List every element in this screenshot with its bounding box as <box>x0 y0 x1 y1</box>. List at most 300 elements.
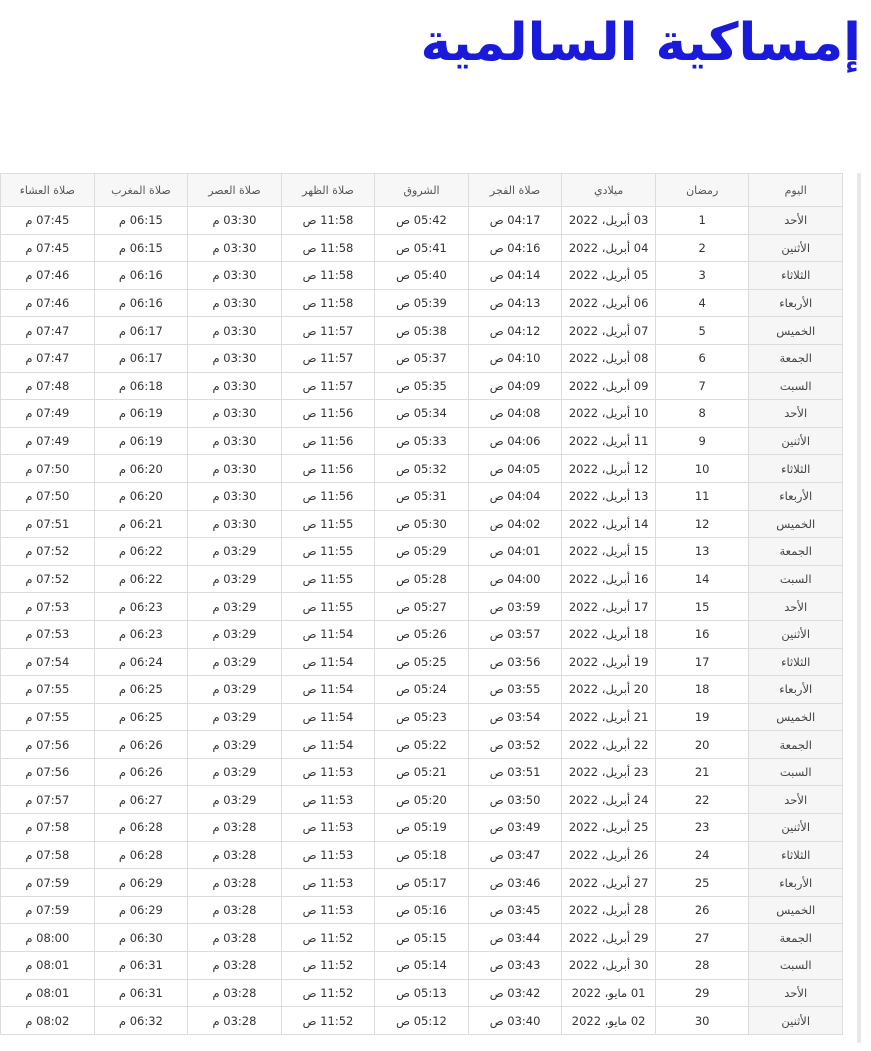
cell-ramadan-day: 1 <box>655 207 749 235</box>
cell-asr: 03:30 م <box>188 510 282 538</box>
table-row <box>1 869 843 897</box>
table-row <box>1 896 843 924</box>
cell-asr: 03:30 م <box>188 455 282 483</box>
cell-maghrib: 06:32 م <box>94 1007 188 1035</box>
cell-isha: 07:52 م <box>1 565 95 593</box>
cell-dhuhr: 11:53 ص <box>281 786 375 814</box>
cell-asr: 03:28 م <box>188 979 282 1007</box>
cell-asr: 03:30 م <box>188 234 282 262</box>
cell-asr: 03:29 م <box>188 676 282 704</box>
cell-gregorian-date: 30 أبريل، 2022 <box>562 952 656 980</box>
cell-maghrib: 06:17 م <box>94 317 188 345</box>
cell-ramadan-day: 25 <box>655 869 749 897</box>
cell-ramadan-day: 7 <box>655 372 749 400</box>
cell-dhuhr: 11:53 ص <box>281 896 375 924</box>
cell-maghrib: 06:18 م <box>94 372 188 400</box>
table-row <box>1 648 843 676</box>
cell-isha: 07:53 م <box>1 620 95 648</box>
cell-ramadan-day: 14 <box>655 565 749 593</box>
cell-dhuhr: 11:56 ص <box>281 400 375 428</box>
cell-sunrise: 05:41 ص <box>375 234 469 262</box>
cell-gregorian-date: 29 أبريل، 2022 <box>562 924 656 952</box>
cell-dhuhr: 11:53 ص <box>281 841 375 869</box>
cell-ramadan-day: 9 <box>655 427 749 455</box>
cell-day: الأربعاء <box>749 676 843 704</box>
cell-dhuhr: 11:56 ص <box>281 427 375 455</box>
cell-ramadan-day: 8 <box>655 400 749 428</box>
cell-gregorian-date: 27 أبريل، 2022 <box>562 869 656 897</box>
cell-fajr: 03:45 ص <box>468 896 562 924</box>
cell-maghrib: 06:21 م <box>94 510 188 538</box>
prayer-times-table <box>0 173 843 1035</box>
cell-dhuhr: 11:58 ص <box>281 234 375 262</box>
cell-fajr: 04:16 ص <box>468 234 562 262</box>
cell-isha: 07:45 م <box>1 207 95 235</box>
table-row <box>1 565 843 593</box>
table-row <box>1 924 843 952</box>
cell-isha: 07:59 م <box>1 869 95 897</box>
cell-gregorian-date: 02 مايو، 2022 <box>562 1007 656 1035</box>
cell-gregorian-date: 10 أبريل، 2022 <box>562 400 656 428</box>
cell-dhuhr: 11:55 ص <box>281 593 375 621</box>
cell-maghrib: 06:22 م <box>94 538 188 566</box>
cell-ramadan-day: 5 <box>655 317 749 345</box>
cell-dhuhr: 11:58 ص <box>281 207 375 235</box>
cell-fajr: 03:47 ص <box>468 841 562 869</box>
table-row <box>1 952 843 980</box>
cell-fajr: 04:04 ص <box>468 482 562 510</box>
cell-ramadan-day: 17 <box>655 648 749 676</box>
cell-gregorian-date: 13 أبريل، 2022 <box>562 482 656 510</box>
cell-gregorian-date: 26 أبريل، 2022 <box>562 841 656 869</box>
cell-fajr: 04:09 ص <box>468 372 562 400</box>
cell-sunrise: 05:29 ص <box>375 538 469 566</box>
cell-day: الجمعة <box>749 344 843 372</box>
table-body <box>1 207 843 1035</box>
cell-gregorian-date: 05 أبريل، 2022 <box>562 262 656 290</box>
cell-fajr: 03:52 ص <box>468 731 562 759</box>
cell-isha: 08:00 م <box>1 924 95 952</box>
cell-maghrib: 06:31 م <box>94 979 188 1007</box>
cell-maghrib: 06:17 م <box>94 344 188 372</box>
cell-gregorian-date: 21 أبريل، 2022 <box>562 703 656 731</box>
cell-fajr: 04:05 ص <box>468 455 562 483</box>
cell-day: الجمعة <box>749 924 843 952</box>
table-row <box>1 538 843 566</box>
cell-isha: 07:50 م <box>1 455 95 483</box>
cell-asr: 03:29 م <box>188 565 282 593</box>
cell-gregorian-date: 07 أبريل، 2022 <box>562 317 656 345</box>
cell-asr: 03:29 م <box>188 620 282 648</box>
cell-asr: 03:28 م <box>188 1007 282 1035</box>
cell-ramadan-day: 24 <box>655 841 749 869</box>
cell-fajr: 03:43 ص <box>468 952 562 980</box>
table-row <box>1 758 843 786</box>
cell-day: الأربعاء <box>749 869 843 897</box>
cell-day: الأحد <box>749 593 843 621</box>
cell-maghrib: 06:29 م <box>94 869 188 897</box>
cell-asr: 03:30 م <box>188 317 282 345</box>
cell-fajr: 04:08 ص <box>468 400 562 428</box>
cell-sunrise: 05:18 ص <box>375 841 469 869</box>
cell-day: الثلاثاء <box>749 841 843 869</box>
cell-gregorian-date: 09 أبريل، 2022 <box>562 372 656 400</box>
cell-maghrib: 06:26 م <box>94 731 188 759</box>
cell-isha: 07:55 م <box>1 676 95 704</box>
cell-dhuhr: 11:58 ص <box>281 262 375 290</box>
cell-maghrib: 06:25 م <box>94 703 188 731</box>
cell-dhuhr: 11:54 ص <box>281 676 375 704</box>
cell-dhuhr: 11:56 ص <box>281 455 375 483</box>
table-row <box>1 593 843 621</box>
cell-asr: 03:29 م <box>188 593 282 621</box>
cell-ramadan-day: 6 <box>655 344 749 372</box>
table-row <box>1 731 843 759</box>
table-row <box>1 510 843 538</box>
cell-sunrise: 05:35 ص <box>375 372 469 400</box>
cell-isha: 08:01 م <box>1 952 95 980</box>
cell-ramadan-day: 21 <box>655 758 749 786</box>
cell-gregorian-date: 24 أبريل، 2022 <box>562 786 656 814</box>
cell-sunrise: 05:31 ص <box>375 482 469 510</box>
cell-sunrise: 05:28 ص <box>375 565 469 593</box>
cell-gregorian-date: 15 أبريل، 2022 <box>562 538 656 566</box>
cell-fajr: 03:40 ص <box>468 1007 562 1035</box>
cell-maghrib: 06:29 م <box>94 896 188 924</box>
table-row <box>1 234 843 262</box>
cell-sunrise: 05:27 ص <box>375 593 469 621</box>
cell-dhuhr: 11:57 ص <box>281 344 375 372</box>
cell-maghrib: 06:27 م <box>94 786 188 814</box>
cell-fajr: 04:12 ص <box>468 317 562 345</box>
cell-day: الأثنين <box>749 427 843 455</box>
cell-fajr: 03:56 ص <box>468 648 562 676</box>
cell-maghrib: 06:31 م <box>94 952 188 980</box>
cell-dhuhr: 11:55 ص <box>281 565 375 593</box>
table-row <box>1 289 843 317</box>
cell-ramadan-day: 2 <box>655 234 749 262</box>
cell-asr: 03:29 م <box>188 538 282 566</box>
cell-maghrib: 06:26 م <box>94 758 188 786</box>
cell-asr: 03:28 م <box>188 952 282 980</box>
cell-fajr: 04:14 ص <box>468 262 562 290</box>
cell-maghrib: 06:16 م <box>94 262 188 290</box>
cell-dhuhr: 11:56 ص <box>281 482 375 510</box>
cell-maghrib: 06:19 م <box>94 427 188 455</box>
cell-day: الأحد <box>749 207 843 235</box>
header-isha: صلاة العشاء <box>1 174 95 207</box>
cell-isha: 07:55 م <box>1 703 95 731</box>
table-header-row <box>1 174 843 207</box>
cell-day: الجمعة <box>749 731 843 759</box>
cell-fajr: 03:54 ص <box>468 703 562 731</box>
cell-isha: 07:58 م <box>1 841 95 869</box>
cell-sunrise: 05:16 ص <box>375 896 469 924</box>
cell-dhuhr: 11:52 ص <box>281 1007 375 1035</box>
cell-asr: 03:30 م <box>188 372 282 400</box>
cell-day: الخميس <box>749 703 843 731</box>
cell-fajr: 03:57 ص <box>468 620 562 648</box>
cell-isha: 07:54 م <box>1 648 95 676</box>
cell-isha: 08:01 م <box>1 979 95 1007</box>
cell-day: السبت <box>749 758 843 786</box>
cell-fajr: 04:06 ص <box>468 427 562 455</box>
table-row <box>1 979 843 1007</box>
cell-isha: 07:49 م <box>1 427 95 455</box>
cell-maghrib: 06:30 م <box>94 924 188 952</box>
cell-ramadan-day: 12 <box>655 510 749 538</box>
cell-asr: 03:28 م <box>188 814 282 842</box>
cell-fajr: 04:17 ص <box>468 207 562 235</box>
cell-day: الخميس <box>749 317 843 345</box>
cell-gregorian-date: 14 أبريل، 2022 <box>562 510 656 538</box>
cell-day: السبت <box>749 372 843 400</box>
cell-gregorian-date: 16 أبريل، 2022 <box>562 565 656 593</box>
cell-maghrib: 06:28 م <box>94 841 188 869</box>
cell-fajr: 04:01 ص <box>468 538 562 566</box>
header-sunrise: الشروق <box>375 174 469 207</box>
cell-gregorian-date: 22 أبريل، 2022 <box>562 731 656 759</box>
cell-sunrise: 05:15 ص <box>375 924 469 952</box>
table-row <box>1 676 843 704</box>
cell-isha: 07:56 م <box>1 731 95 759</box>
cell-asr: 03:30 م <box>188 427 282 455</box>
cell-sunrise: 05:37 ص <box>375 344 469 372</box>
cell-ramadan-day: 23 <box>655 814 749 842</box>
cell-dhuhr: 11:52 ص <box>281 924 375 952</box>
cell-isha: 07:46 م <box>1 262 95 290</box>
cell-ramadan-day: 20 <box>655 731 749 759</box>
cell-asr: 03:30 م <box>188 400 282 428</box>
cell-dhuhr: 11:52 ص <box>281 952 375 980</box>
page-title: إمساكية السالمية <box>420 13 861 73</box>
cell-sunrise: 05:20 ص <box>375 786 469 814</box>
cell-sunrise: 05:42 ص <box>375 207 469 235</box>
cell-dhuhr: 11:53 ص <box>281 758 375 786</box>
cell-ramadan-day: 16 <box>655 620 749 648</box>
cell-gregorian-date: 28 أبريل، 2022 <box>562 896 656 924</box>
cell-gregorian-date: 11 أبريل، 2022 <box>562 427 656 455</box>
header-ramadan-day: رمضان <box>655 174 749 207</box>
cell-maghrib: 06:16 م <box>94 289 188 317</box>
cell-asr: 03:30 م <box>188 207 282 235</box>
cell-isha: 08:02 م <box>1 1007 95 1035</box>
table-row <box>1 344 843 372</box>
cell-dhuhr: 11:54 ص <box>281 703 375 731</box>
cell-isha: 07:58 م <box>1 814 95 842</box>
table-row <box>1 372 843 400</box>
cell-fajr: 03:49 ص <box>468 814 562 842</box>
cell-sunrise: 05:21 ص <box>375 758 469 786</box>
cell-isha: 07:47 م <box>1 317 95 345</box>
cell-dhuhr: 11:53 ص <box>281 814 375 842</box>
cell-sunrise: 05:40 ص <box>375 262 469 290</box>
table-row <box>1 427 843 455</box>
cell-ramadan-day: 13 <box>655 538 749 566</box>
cell-day: الخميس <box>749 510 843 538</box>
cell-fajr: 04:00 ص <box>468 565 562 593</box>
cell-gregorian-date: 17 أبريل، 2022 <box>562 593 656 621</box>
cell-asr: 03:29 م <box>188 703 282 731</box>
cell-gregorian-date: 23 أبريل، 2022 <box>562 758 656 786</box>
cell-dhuhr: 11:55 ص <box>281 510 375 538</box>
cell-ramadan-day: 26 <box>655 896 749 924</box>
cell-fajr: 03:46 ص <box>468 869 562 897</box>
cell-fajr: 04:10 ص <box>468 344 562 372</box>
cell-fajr: 03:51 ص <box>468 758 562 786</box>
cell-day: الأربعاء <box>749 289 843 317</box>
cell-fajr: 04:02 ص <box>468 510 562 538</box>
cell-day: السبت <box>749 565 843 593</box>
cell-asr: 03:30 م <box>188 482 282 510</box>
table-row <box>1 703 843 731</box>
header-gregorian-date: ميلادي <box>562 174 656 207</box>
cell-isha: 07:56 م <box>1 758 95 786</box>
cell-maghrib: 06:24 م <box>94 648 188 676</box>
cell-day: الثلاثاء <box>749 455 843 483</box>
cell-asr: 03:29 م <box>188 648 282 676</box>
header-fajr: صلاة الفجر <box>468 174 562 207</box>
cell-sunrise: 05:22 ص <box>375 731 469 759</box>
cell-fajr: 03:44 ص <box>468 924 562 952</box>
prayer-times-table-container[interactable] <box>0 173 857 1043</box>
cell-ramadan-day: 28 <box>655 952 749 980</box>
cell-asr: 03:30 م <box>188 262 282 290</box>
table-row <box>1 786 843 814</box>
cell-dhuhr: 11:57 ص <box>281 372 375 400</box>
cell-asr: 03:28 م <box>188 841 282 869</box>
table-row <box>1 317 843 345</box>
cell-day: الثلاثاء <box>749 262 843 290</box>
cell-day: الأثنين <box>749 814 843 842</box>
cell-asr: 03:28 م <box>188 924 282 952</box>
cell-day: الأربعاء <box>749 482 843 510</box>
cell-fajr: 04:13 ص <box>468 289 562 317</box>
cell-dhuhr: 11:58 ص <box>281 289 375 317</box>
cell-sunrise: 05:14 ص <box>375 952 469 980</box>
cell-day: الأثنين <box>749 1007 843 1035</box>
cell-maghrib: 06:20 م <box>94 455 188 483</box>
cell-gregorian-date: 19 أبريل، 2022 <box>562 648 656 676</box>
cell-ramadan-day: 27 <box>655 924 749 952</box>
cell-sunrise: 05:38 ص <box>375 317 469 345</box>
cell-fajr: 03:42 ص <box>468 979 562 1007</box>
cell-maghrib: 06:23 م <box>94 620 188 648</box>
table-row <box>1 1007 843 1035</box>
table-row <box>1 262 843 290</box>
cell-sunrise: 05:39 ص <box>375 289 469 317</box>
cell-sunrise: 05:12 ص <box>375 1007 469 1035</box>
cell-asr: 03:30 م <box>188 344 282 372</box>
cell-isha: 07:46 م <box>1 289 95 317</box>
cell-sunrise: 05:30 ص <box>375 510 469 538</box>
cell-ramadan-day: 15 <box>655 593 749 621</box>
cell-gregorian-date: 04 أبريل، 2022 <box>562 234 656 262</box>
table-row <box>1 482 843 510</box>
cell-day: الأحد <box>749 979 843 1007</box>
cell-day: السبت <box>749 952 843 980</box>
cell-isha: 07:57 م <box>1 786 95 814</box>
cell-isha: 07:48 م <box>1 372 95 400</box>
cell-day: الجمعة <box>749 538 843 566</box>
cell-maghrib: 06:15 م <box>94 207 188 235</box>
cell-gregorian-date: 25 أبريل، 2022 <box>562 814 656 842</box>
cell-asr: 03:29 م <box>188 758 282 786</box>
cell-isha: 07:45 م <box>1 234 95 262</box>
cell-ramadan-day: 11 <box>655 482 749 510</box>
cell-sunrise: 05:33 ص <box>375 427 469 455</box>
cell-gregorian-date: 01 مايو، 2022 <box>562 979 656 1007</box>
cell-gregorian-date: 18 أبريل، 2022 <box>562 620 656 648</box>
cell-maghrib: 06:15 م <box>94 234 188 262</box>
cell-gregorian-date: 20 أبريل، 2022 <box>562 676 656 704</box>
cell-dhuhr: 11:54 ص <box>281 648 375 676</box>
cell-maghrib: 06:22 م <box>94 565 188 593</box>
cell-maghrib: 06:23 م <box>94 593 188 621</box>
cell-sunrise: 05:19 ص <box>375 814 469 842</box>
cell-maghrib: 06:28 م <box>94 814 188 842</box>
cell-day: الأثنين <box>749 620 843 648</box>
cell-fajr: 03:55 ص <box>468 676 562 704</box>
cell-sunrise: 05:17 ص <box>375 869 469 897</box>
cell-ramadan-day: 30 <box>655 1007 749 1035</box>
table-row <box>1 841 843 869</box>
cell-sunrise: 05:25 ص <box>375 648 469 676</box>
table-row <box>1 814 843 842</box>
cell-isha: 07:47 م <box>1 344 95 372</box>
table-row <box>1 455 843 483</box>
cell-ramadan-day: 19 <box>655 703 749 731</box>
cell-asr: 03:30 م <box>188 289 282 317</box>
header-dhuhr: صلاة الظهر <box>281 174 375 207</box>
cell-asr: 03:28 م <box>188 896 282 924</box>
scrollbar-track[interactable] <box>857 173 861 1043</box>
cell-dhuhr: 11:54 ص <box>281 620 375 648</box>
cell-dhuhr: 11:53 ص <box>281 869 375 897</box>
header-asr: صلاة العصر <box>188 174 282 207</box>
cell-ramadan-day: 22 <box>655 786 749 814</box>
cell-isha: 07:49 م <box>1 400 95 428</box>
cell-maghrib: 06:20 م <box>94 482 188 510</box>
cell-asr: 03:29 م <box>188 731 282 759</box>
cell-gregorian-date: 06 أبريل، 2022 <box>562 289 656 317</box>
cell-dhuhr: 11:57 ص <box>281 317 375 345</box>
cell-maghrib: 06:25 م <box>94 676 188 704</box>
cell-day: الأحد <box>749 400 843 428</box>
cell-isha: 07:51 م <box>1 510 95 538</box>
cell-day: الثلاثاء <box>749 648 843 676</box>
cell-dhuhr: 11:52 ص <box>281 979 375 1007</box>
cell-sunrise: 05:26 ص <box>375 620 469 648</box>
cell-isha: 07:50 م <box>1 482 95 510</box>
header-maghrib: صلاة المغرب <box>94 174 188 207</box>
cell-maghrib: 06:19 م <box>94 400 188 428</box>
cell-sunrise: 05:13 ص <box>375 979 469 1007</box>
cell-isha: 07:52 م <box>1 538 95 566</box>
cell-day: الأحد <box>749 786 843 814</box>
cell-sunrise: 05:24 ص <box>375 676 469 704</box>
cell-sunrise: 05:32 ص <box>375 455 469 483</box>
cell-day: الخميس <box>749 896 843 924</box>
table-row <box>1 620 843 648</box>
cell-ramadan-day: 3 <box>655 262 749 290</box>
cell-fajr: 03:59 ص <box>468 593 562 621</box>
cell-ramadan-day: 29 <box>655 979 749 1007</box>
cell-dhuhr: 11:55 ص <box>281 538 375 566</box>
cell-gregorian-date: 03 أبريل، 2022 <box>562 207 656 235</box>
cell-ramadan-day: 10 <box>655 455 749 483</box>
cell-gregorian-date: 08 أبريل، 2022 <box>562 344 656 372</box>
